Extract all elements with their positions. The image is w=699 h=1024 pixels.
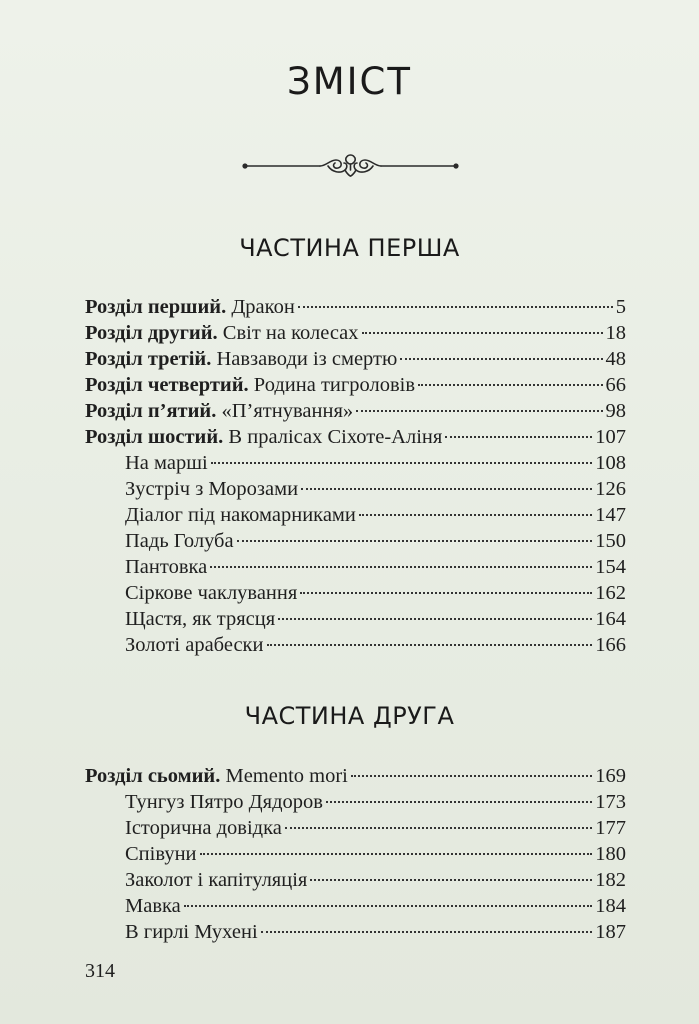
- entry-title: Діалог під накомарниками: [125, 504, 356, 526]
- leader-dots: [359, 514, 592, 516]
- toc-entry[interactable]: [85, 294, 626, 320]
- toc-subentry[interactable]: [85, 580, 626, 606]
- entry-title: Падь Голуба: [125, 530, 234, 552]
- entry-title: Історична довідка: [125, 817, 282, 839]
- page-number: 180: [595, 843, 626, 865]
- entry-title: Memento mori: [220, 765, 348, 787]
- page-title: ЗМІСТ: [287, 60, 412, 103]
- entry-title: «П’ятнування»: [216, 400, 354, 422]
- entry-title: Родина тигроловів: [248, 374, 416, 396]
- page-number: 18: [605, 322, 626, 344]
- page-number: 187: [595, 921, 626, 943]
- page-number: 184: [595, 895, 626, 917]
- toc-subentry[interactable]: [85, 528, 626, 554]
- leader-dots: [261, 931, 593, 933]
- entry-title: Тунгуз Пятро Дядоров: [125, 791, 323, 813]
- page-number: 108: [595, 452, 626, 474]
- entry-title: На марші: [125, 452, 208, 474]
- entry-title: Дракон: [226, 296, 295, 318]
- leader-dots: [301, 488, 592, 490]
- leader-dots: [326, 801, 592, 803]
- scroll-flourish-divider-icon: [242, 150, 459, 182]
- entry-title: Зустріч з Морозами: [125, 478, 299, 500]
- leader-dots: [356, 410, 602, 412]
- toc-subentry[interactable]: [85, 502, 626, 528]
- toc-entry[interactable]: [85, 398, 626, 424]
- page-number: 147: [595, 504, 626, 526]
- leader-dots: [351, 775, 592, 777]
- toc-part-one: [85, 294, 626, 658]
- chapter-label: Розділ третій.: [85, 348, 212, 370]
- page-number: 164: [595, 608, 626, 630]
- page-number: 154: [595, 556, 626, 578]
- leader-dots: [285, 827, 592, 829]
- page-number: 166: [595, 634, 626, 656]
- leader-dots: [445, 436, 592, 438]
- toc-subentry[interactable]: [85, 789, 626, 815]
- leader-dots: [200, 853, 593, 855]
- leader-dots: [278, 618, 592, 620]
- chapter-label: Розділ перший.: [85, 296, 227, 318]
- entry-title: Співуни: [125, 843, 197, 865]
- page-folio-number: 314: [85, 960, 115, 982]
- leader-dots: [210, 566, 592, 568]
- entry-title: В пралісах Сіхоте-Аліня: [223, 426, 443, 448]
- page-number: 126: [595, 478, 626, 500]
- part-two-title: ЧАСТИНА ДРУГА: [244, 702, 455, 730]
- toc-part-two: [85, 763, 626, 945]
- page-number: 5: [615, 296, 626, 318]
- chapter-label: Розділ п’ятий.: [85, 400, 217, 422]
- toc-entry[interactable]: [85, 372, 626, 398]
- entry-title: Сіркове чаклування: [125, 582, 298, 604]
- leader-dots: [267, 644, 593, 646]
- chapter-label: Розділ четвертий.: [85, 374, 249, 396]
- toc-subentry[interactable]: [85, 606, 626, 632]
- page-number: 150: [595, 530, 626, 552]
- toc-subentry[interactable]: [85, 632, 626, 658]
- toc-subentry[interactable]: [85, 476, 626, 502]
- entry-title: Мавка: [125, 895, 181, 917]
- page-number: 107: [595, 426, 626, 448]
- page-number: 182: [595, 869, 626, 891]
- leader-dots: [418, 384, 602, 386]
- page-number: 169: [595, 765, 626, 787]
- leader-dots: [362, 332, 603, 334]
- chapter-label: Розділ другий.: [85, 322, 218, 344]
- toc-entry[interactable]: [85, 320, 626, 346]
- part-one-title: ЧАСТИНА ПЕРША: [239, 234, 460, 262]
- page-number: 177: [595, 817, 626, 839]
- toc-subentry[interactable]: [85, 841, 626, 867]
- leader-dots: [298, 306, 613, 308]
- entry-title: Заколот і капітуляція: [125, 869, 308, 891]
- toc-entry[interactable]: [85, 424, 626, 450]
- page-number: 173: [595, 791, 626, 813]
- leader-dots: [211, 462, 593, 464]
- entry-title: Світ на колесах: [217, 322, 359, 344]
- chapter-label: Розділ сьомий.: [85, 765, 221, 787]
- toc-subentry[interactable]: [85, 893, 626, 919]
- entry-title: Щастя, як трясця: [125, 608, 276, 630]
- entry-title: В гирлі Мухені: [125, 921, 258, 943]
- leader-dots: [184, 905, 592, 907]
- page-number: 162: [595, 582, 626, 604]
- chapter-label: Розділ шостий.: [85, 426, 224, 448]
- toc-subentry[interactable]: [85, 867, 626, 893]
- entry-title: Золоті арабески: [125, 634, 264, 656]
- entry-title: Навзаводи із смертю: [211, 348, 398, 370]
- toc-entry[interactable]: [85, 763, 626, 789]
- page-number: 48: [605, 348, 626, 370]
- page-number: 66: [605, 374, 626, 396]
- toc-subentry[interactable]: [85, 919, 626, 945]
- entry-title: Пантовка: [125, 556, 208, 578]
- toc-subentry[interactable]: [85, 450, 626, 476]
- page-number: 98: [605, 400, 626, 422]
- leader-dots: [310, 879, 592, 881]
- leader-dots: [300, 592, 592, 594]
- toc-subentry[interactable]: [85, 815, 626, 841]
- toc-entry[interactable]: [85, 346, 626, 372]
- toc-subentry[interactable]: [85, 554, 626, 580]
- leader-dots: [400, 358, 602, 360]
- leader-dots: [237, 540, 593, 542]
